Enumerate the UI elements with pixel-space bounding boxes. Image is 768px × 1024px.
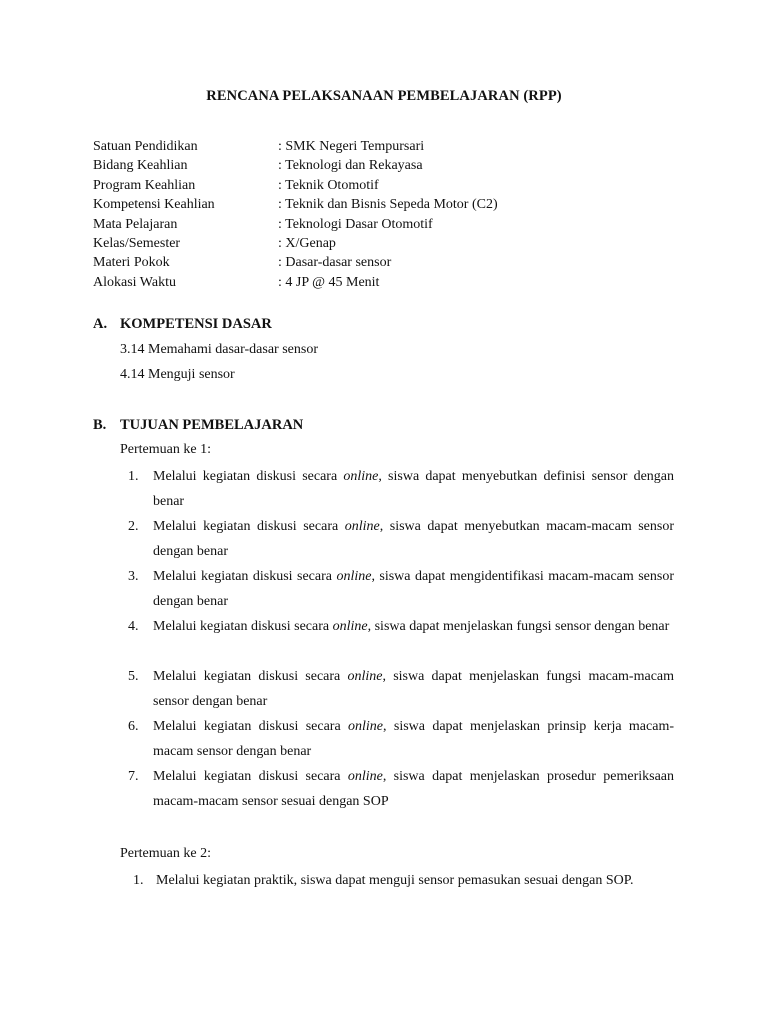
- item-number: 1.: [128, 469, 139, 484]
- item-text: Melalui kegiatan diskusi secara online, siswa dapat menjelaskan prinsip kerja macam-macam sensor dengan benar: [153, 719, 675, 759]
- item-number: 6.: [128, 719, 139, 734]
- item-text: Melalui kegiatan praktik, siswa dapat menguji sensor pemasukan sesuai dengan SOP.: [156, 873, 634, 888]
- section-letter: B.: [93, 417, 107, 433]
- identity-label: Mata Pelajaran: [93, 216, 178, 232]
- identity-value: : 4 JP @ 45 Menit: [278, 274, 380, 290]
- item-text: Melalui kegiatan diskusi secara online, siswa dapat mengidentifikasi macam-macam sensor dengan benar: [153, 569, 675, 609]
- item-number: 5.: [128, 669, 139, 684]
- item-text: Melalui kegiatan diskusi secara online, siswa dapat menyebutkan macam-macam sensor dengan benar: [153, 519, 675, 559]
- identity-label: Alokasi Waktu: [93, 274, 176, 290]
- list-item: [133, 868, 674, 918]
- section-b-heading: [93, 417, 303, 434]
- item-number: 2.: [128, 519, 139, 534]
- identity-label: Kompetensi Keahlian: [93, 197, 215, 213]
- meeting-1-label: Pertemuan ke 1:: [120, 442, 211, 457]
- item-number: 1.: [133, 873, 144, 888]
- meeting-2-label: Pertemuan ke 2:: [120, 846, 211, 861]
- identity-label: Materi Pokok: [93, 255, 170, 271]
- list-item: [128, 614, 674, 664]
- section-a-heading: [93, 316, 272, 333]
- item-number: 7.: [128, 769, 139, 784]
- section-letter: A.: [93, 316, 108, 332]
- identity-table: [93, 137, 498, 292]
- identity-value: : SMK Negeri Tempursari: [278, 139, 425, 154]
- section-title: TUJUAN PEMBELAJARAN: [120, 417, 304, 433]
- identity-label: Bidang Keahlian: [93, 158, 188, 174]
- identity-row: [93, 253, 498, 272]
- list-item: [128, 564, 674, 614]
- identity-label: Kelas/Semester: [93, 235, 181, 251]
- item-number: 4.: [128, 619, 139, 634]
- item-text: Melalui kegiatan diskusi secara online, siswa dapat menyebutkan definisi sensor dengan benar: [153, 469, 675, 509]
- competency-item: 3.14 Memahami dasar-dasar sensor: [120, 342, 318, 357]
- identity-row: [93, 176, 498, 195]
- item-text: Melalui kegiatan diskusi secara online, siswa dapat menjelaskan fungsi macam-macam sensor dengan benar: [153, 669, 675, 709]
- item-number: 3.: [128, 569, 139, 584]
- identity-row: [93, 137, 498, 156]
- section-title: KOMPETENSI DASAR: [120, 316, 272, 332]
- item-text: Melalui kegiatan diskusi secara online, siswa dapat menjelaskan fungsi sensor dengan benar: [153, 619, 670, 634]
- identity-row: [93, 195, 498, 214]
- meeting-1-objectives: [128, 464, 674, 814]
- identity-value: : X/Genap: [278, 235, 336, 251]
- list-item: [128, 714, 674, 764]
- document-title: RENCANA PELAKSANAAN PEMBELAJARAN (RPP): [206, 88, 562, 104]
- list-item: [128, 764, 674, 814]
- list-item: [128, 514, 674, 564]
- identity-value: : Teknik dan Bisnis Sepeda Motor (C2): [278, 197, 498, 213]
- identity-value: : Dasar-dasar sensor: [278, 255, 392, 271]
- meeting-2-objectives: [133, 868, 674, 918]
- list-item: [128, 664, 674, 714]
- identity-label: Program Keahlian: [93, 177, 196, 193]
- identity-value: : Teknik Otomotif: [278, 177, 379, 193]
- competency-item: 4.14 Menguji sensor: [120, 367, 235, 382]
- list-item: [128, 464, 674, 514]
- identity-value: : Teknologi Dasar Otomotif: [278, 216, 433, 232]
- item-text: Melalui kegiatan diskusi secara online, siswa dapat menjelaskan prosedur pemeriksaan macam-macam sensor sesuai dengan SOP: [153, 769, 675, 809]
- identity-value: : Teknologi dan Rekayasa: [278, 158, 423, 174]
- identity-row: [93, 215, 498, 234]
- identity-row: [93, 273, 498, 292]
- identity-row: [93, 234, 498, 253]
- identity-label: Satuan Pendidikan: [93, 139, 198, 154]
- identity-row: [93, 156, 498, 175]
